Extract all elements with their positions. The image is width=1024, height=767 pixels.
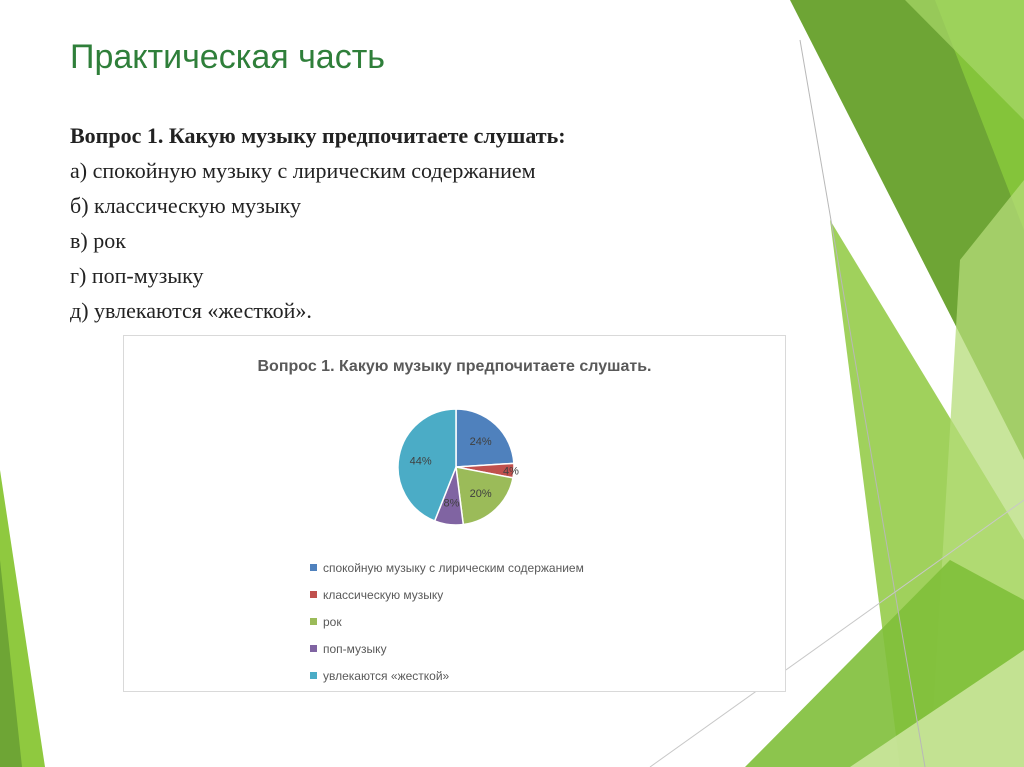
legend-label: рок (323, 614, 342, 629)
legend-swatch (310, 591, 317, 598)
pie-data-label: 24% (469, 435, 492, 448)
chart-title: Вопрос 1. Какую музыку предпочитаете слушать. (257, 358, 652, 375)
chart-legend (310, 554, 584, 689)
legend-item (310, 662, 584, 689)
legend-item (310, 554, 584, 581)
answer-option: д) увлекаются «жесткой». (70, 298, 312, 323)
chart-frame (123, 335, 786, 692)
pie-data-label: 44% (409, 455, 432, 468)
legend-swatch (310, 618, 317, 625)
legend-swatch (310, 564, 317, 571)
legend-label: спокойную музыку с лирическим содержанием (323, 560, 584, 575)
legend-label: классическую музыку (323, 587, 444, 602)
slide-title: Практическая часть (70, 38, 385, 76)
answer-option: г) поп-музыку (70, 263, 204, 288)
legend-swatch (310, 645, 317, 652)
legend-label: увлекаются «жесткой» (323, 668, 450, 683)
pie-data-label: 8% (443, 497, 460, 510)
question-heading: Вопрос 1. Какую музыку предпочитаете слушать: (70, 123, 566, 148)
question-block (70, 118, 770, 328)
answer-option: в) рок (70, 228, 126, 253)
pie-data-label: 20% (469, 488, 492, 501)
legend-item (310, 635, 584, 662)
legend-item (310, 581, 584, 608)
answer-option: а) спокойную музыку с лирическим содержанием (70, 158, 536, 183)
pie-data-label: 4% (503, 465, 519, 478)
legend-label: поп-музыку (323, 641, 387, 656)
answer-option: б) классическую музыку (70, 193, 301, 218)
legend-swatch (310, 672, 317, 679)
legend-item (310, 608, 584, 635)
